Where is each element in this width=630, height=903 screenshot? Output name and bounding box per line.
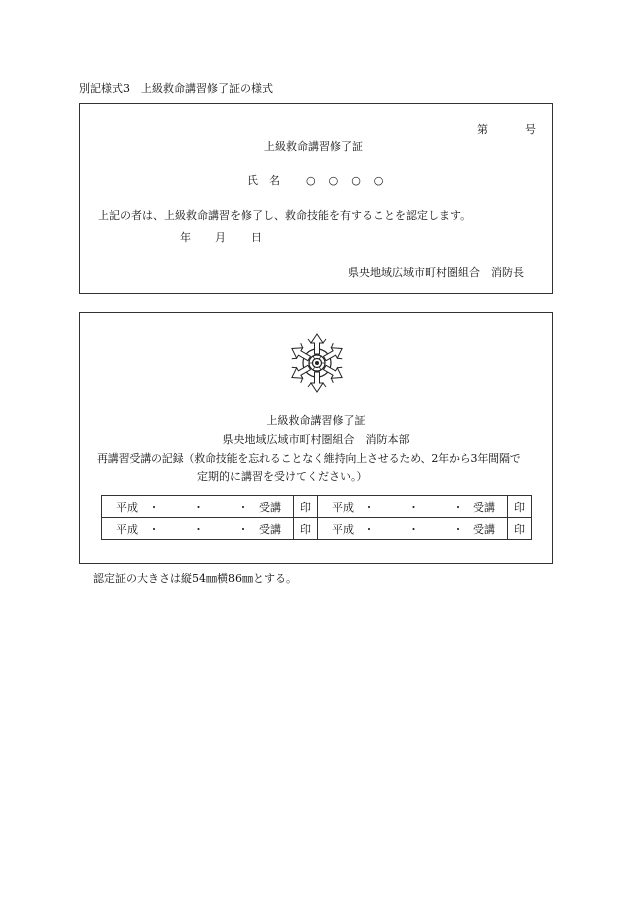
dot: ・ xyxy=(193,500,204,514)
table-row xyxy=(102,518,532,540)
size-note: 認定証の大きさは縦54㎜横86㎜とする。 xyxy=(93,572,297,585)
number-label-go: 号 xyxy=(525,123,536,136)
era-label: 平成 xyxy=(332,522,354,536)
dot: ・ xyxy=(408,522,419,536)
organization: 県央地域広域市町村圏組合 消防本部 xyxy=(222,433,410,446)
status-label: 受講 xyxy=(259,500,281,514)
back-title: 上級救命講習修了証 xyxy=(266,414,366,427)
status-label: 受講 xyxy=(473,500,495,514)
record-note-line2: 定期的に講習を受けてください。） xyxy=(197,470,368,483)
date-month: 月 xyxy=(215,231,226,244)
form-title: 別記様式3 上級救命講習修了証の様式 xyxy=(79,82,273,95)
fire-department-emblem-icon xyxy=(284,330,350,396)
status-label: 受講 xyxy=(259,522,281,536)
record-slot[interactable] xyxy=(102,518,294,540)
dot: ・ xyxy=(148,500,160,514)
dot: ・ xyxy=(193,522,204,536)
date-year: 年 xyxy=(180,231,191,244)
dot: ・ xyxy=(363,522,375,536)
dot: ・ xyxy=(452,500,464,514)
seal-cell: 印 xyxy=(508,496,532,518)
dot: ・ xyxy=(237,522,249,536)
dot: ・ xyxy=(148,522,160,536)
certification-text: 上記の者は、上級救命講習を修了し、救命技能を有することを認定します。 xyxy=(98,209,472,222)
dot: ・ xyxy=(452,522,464,536)
record-slot[interactable] xyxy=(102,496,294,518)
dot: ・ xyxy=(237,500,249,514)
name-label: 氏 名 xyxy=(247,174,280,187)
certificate-front xyxy=(79,103,553,294)
record-slot[interactable] xyxy=(318,496,508,518)
certificate-back xyxy=(79,312,553,564)
dot: ・ xyxy=(408,500,419,514)
era-label: 平成 xyxy=(116,522,138,536)
table-row xyxy=(102,496,532,518)
record-note-line1: 再講習受講の記録（救命技能を忘れることなく維持向上させるため、2年から3年間隔で xyxy=(97,452,521,465)
seal-cell: 印 xyxy=(294,496,318,518)
date-day: 日 xyxy=(251,231,262,244)
status-label: 受講 xyxy=(473,522,495,536)
seal-cell: 印 xyxy=(294,518,318,540)
certificate-title: 上級救命講習修了証 xyxy=(264,140,363,153)
number-label-dai: 第 xyxy=(477,123,488,136)
era-label: 平成 xyxy=(332,500,354,514)
name-placeholder: ○ ○ ○ ○ xyxy=(306,174,385,187)
record-slot[interactable] xyxy=(318,518,508,540)
record-table xyxy=(101,495,532,540)
dot: ・ xyxy=(363,500,375,514)
seal-cell: 印 xyxy=(508,518,532,540)
issuer: 県央地域広域市町村圏組合 消防長 xyxy=(348,266,524,279)
era-label: 平成 xyxy=(116,500,138,514)
